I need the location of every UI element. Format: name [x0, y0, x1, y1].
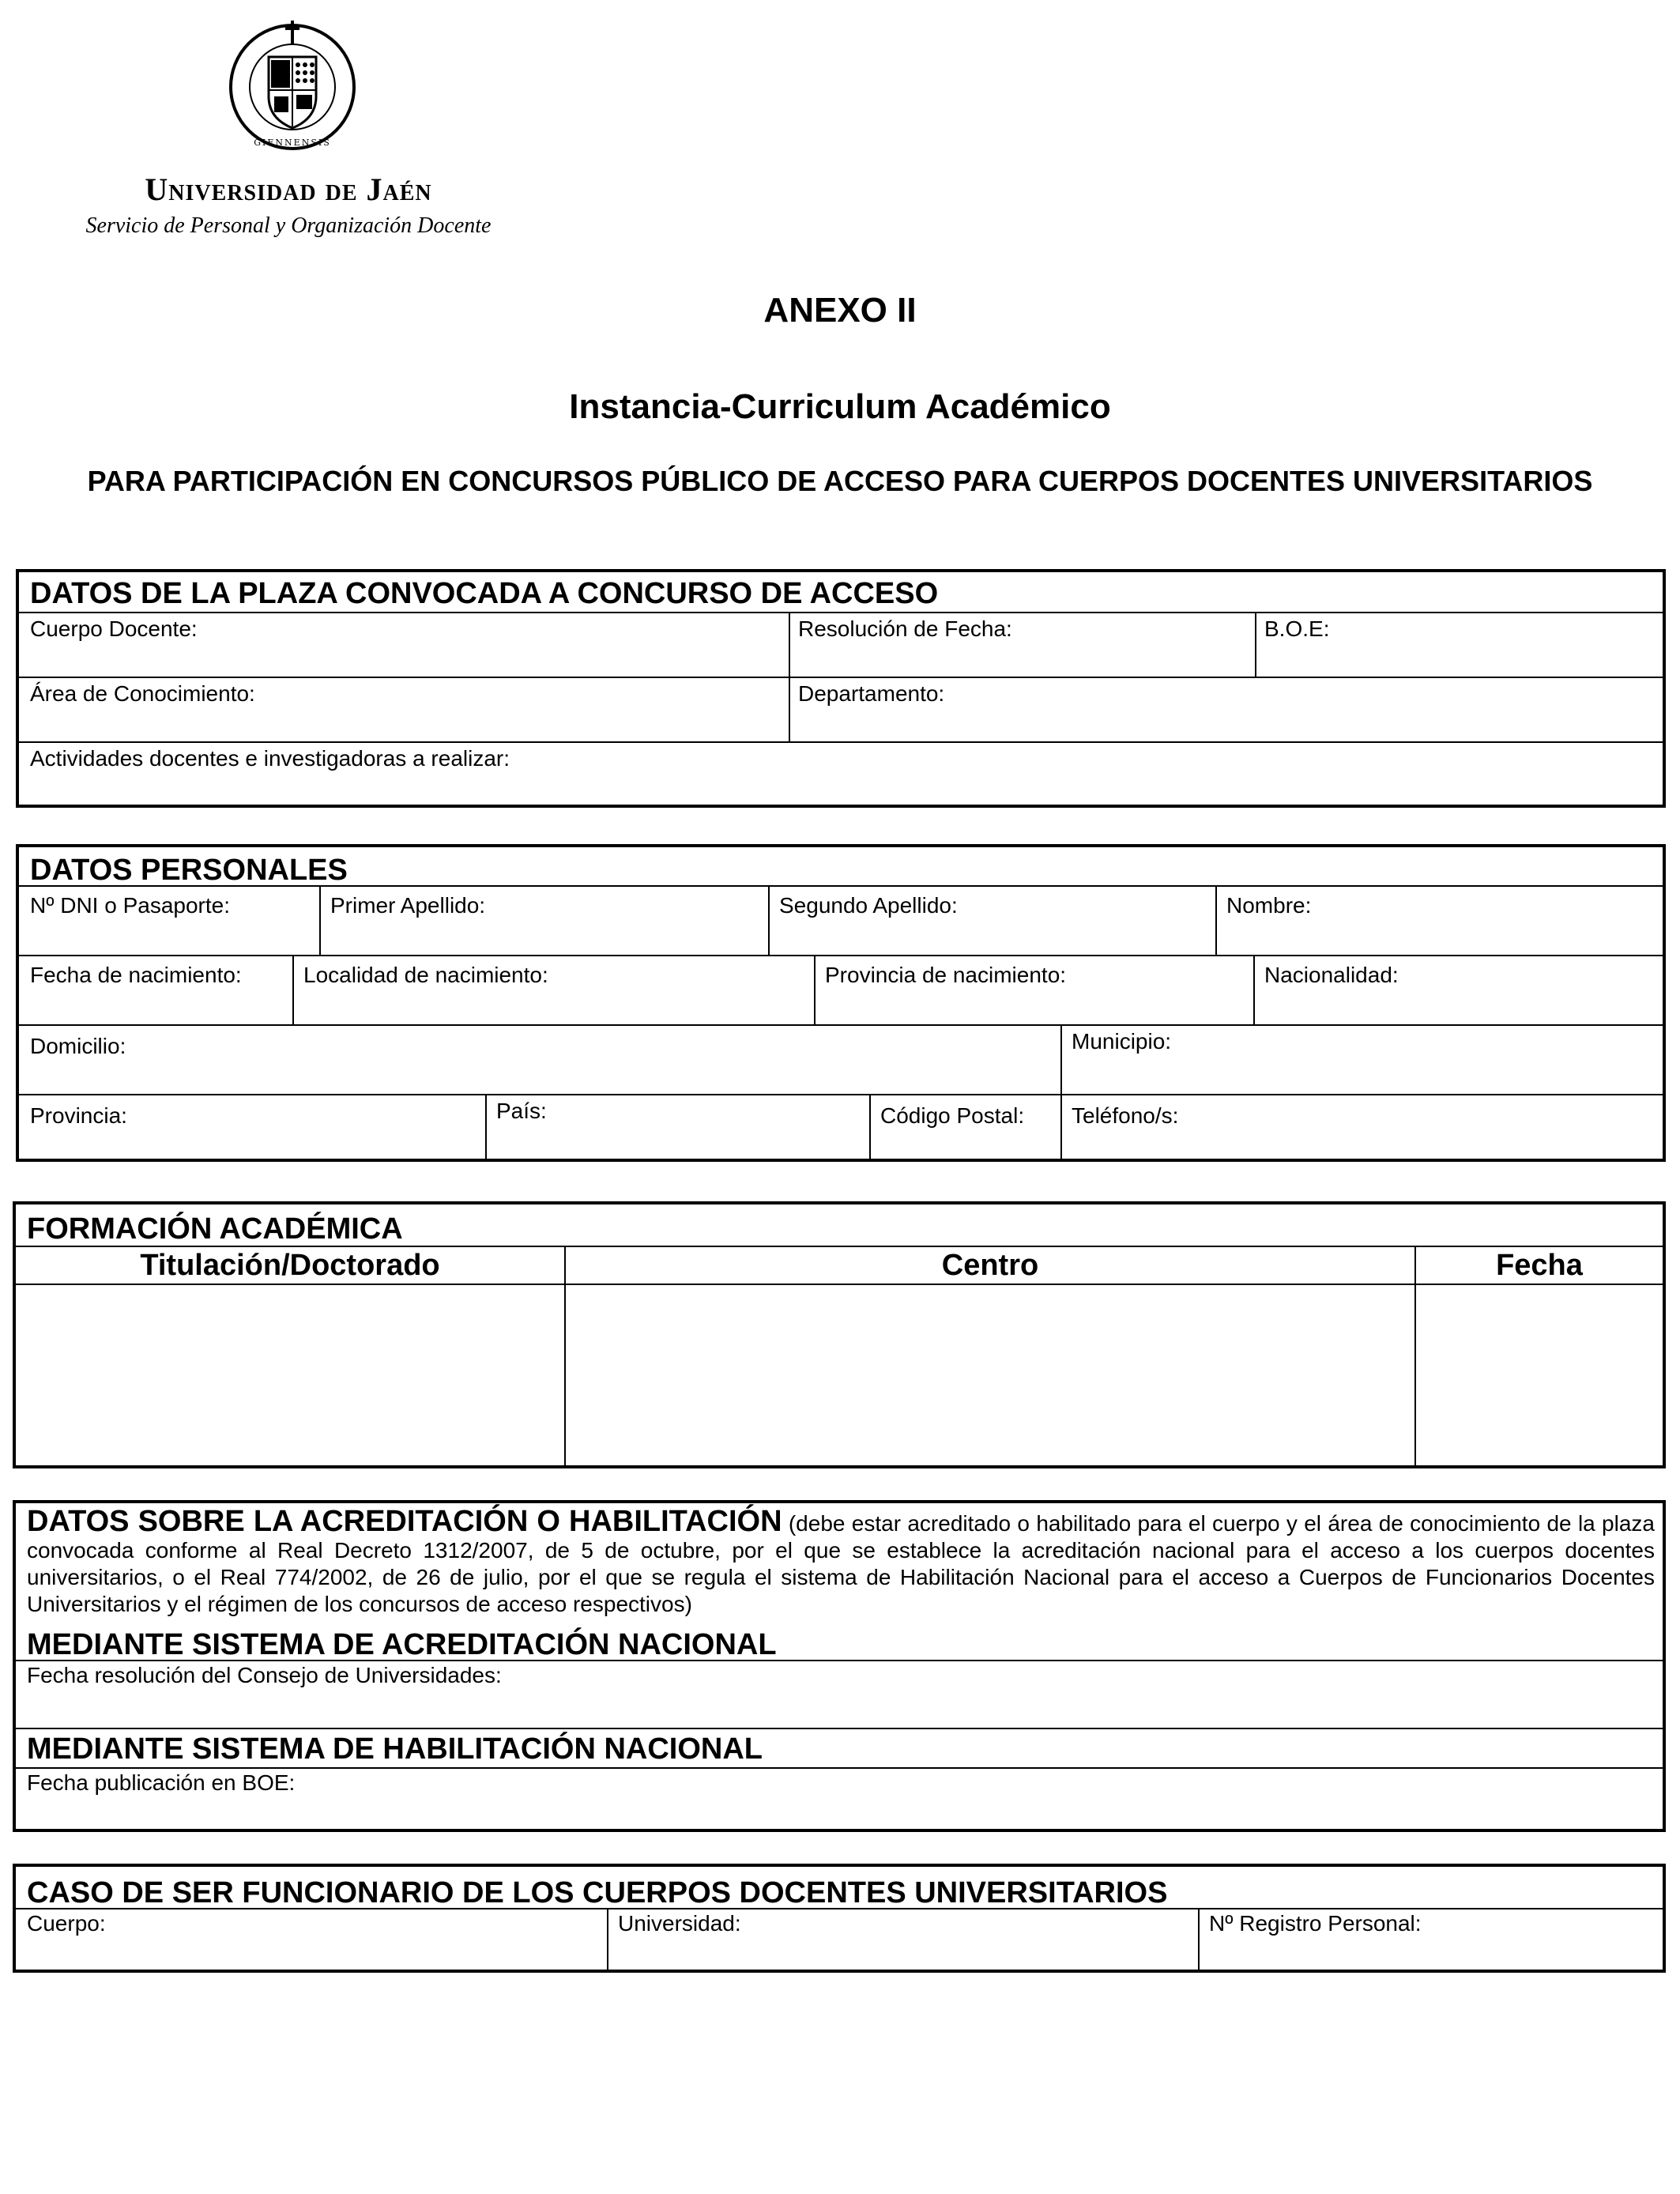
fecha-resolucion-consejo-field[interactable]: Fecha resolución del Consejo de Universidades:	[27, 1663, 502, 1687]
divider	[16, 1908, 1663, 1909]
divider	[485, 1094, 487, 1162]
cuerpo-field[interactable]: Cuerpo:	[27, 1911, 106, 1936]
departamento-field[interactable]: Departamento:	[798, 681, 945, 706]
formacion-title: FORMACIÓN ACADÉMICA	[27, 1212, 403, 1246]
divider	[19, 677, 1663, 678]
centro-input-area[interactable]	[567, 1287, 1413, 1467]
divider	[19, 612, 1663, 613]
pais-field[interactable]: País:	[496, 1099, 547, 1123]
divider	[1060, 1024, 1062, 1094]
divider	[16, 1728, 1663, 1729]
nombre-field[interactable]: Nombre:	[1226, 893, 1312, 918]
acreditacion-note: (debe estar acreditado o habilitado para el cuerpo y el área de conocimiento de la plaza convocada conforme al Real Decreto 1312/2007, de 5 de octubre, por el que se establece la acreditación nacional para el acceso a los cuerpos docentes universitarios, o el Real 774/2002, de 26 de julio, por el que se regula el sistema de Habilitación Nacional para el acceso a Cuerpos de Funcionarios Docentes Universitarios y el régimen de los concursos de acceso respectivos)	[27, 1511, 1655, 1616]
svg-text:GIENNENSIS: GIENNENSIS	[254, 138, 331, 148]
divider	[869, 1094, 871, 1162]
habilitacion-nacional-title: MEDIANTE SISTEMA DE HABILITACIÓN NACIONAL	[27, 1732, 763, 1766]
divider	[1215, 885, 1217, 955]
registro-personal-field[interactable]: Nº Registro Personal:	[1209, 1911, 1422, 1936]
area-conocimiento-field[interactable]: Área de Conocimiento:	[30, 681, 255, 706]
plaza-title: DATOS DE LA PLAZA CONVOCADA A CONCURSO DE ACCESO	[30, 577, 939, 610]
university-name: Universidad de Jaén	[145, 172, 432, 207]
provincia-nacimiento-field[interactable]: Provincia de nacimiento:	[825, 963, 1067, 987]
divider	[19, 955, 1663, 956]
formacion-section	[13, 1201, 1666, 1468]
divider	[1255, 612, 1256, 677]
domicilio-field[interactable]: Domicilio:	[30, 1034, 126, 1058]
document-subtitle: PARA PARTICIPACIÓN EN CONCURSOS PÚBLICO DE ACCESO PARA CUERPOS DOCENTES UNIVERSITARIOS	[87, 465, 1593, 497]
divider	[19, 1094, 1663, 1095]
acreditacion-section	[13, 1500, 1666, 1832]
column-header-titulacion: Titulación/Doctorado	[140, 1249, 440, 1282]
nacionalidad-field[interactable]: Nacionalidad:	[1264, 963, 1399, 987]
column-header-centro: Centro	[941, 1249, 1039, 1282]
personales-section	[16, 844, 1666, 1162]
divider	[789, 612, 790, 741]
divider	[16, 1767, 1663, 1769]
acreditacion-intro	[27, 1505, 1655, 1618]
provincia-field[interactable]: Provincia:	[30, 1103, 127, 1128]
divider	[1060, 1094, 1062, 1162]
divider	[16, 1660, 1663, 1661]
segundo-apellido-field[interactable]: Segundo Apellido:	[779, 893, 958, 918]
telefono-field[interactable]: Teléfono/s:	[1072, 1103, 1179, 1128]
fecha-input-area[interactable]	[1418, 1287, 1661, 1467]
codigo-postal-field[interactable]: Código Postal:	[880, 1103, 1025, 1128]
primer-apellido-field[interactable]: Primer Apellido:	[330, 893, 486, 918]
boe-field[interactable]: B.O.E:	[1264, 616, 1330, 641]
divider	[19, 741, 1663, 743]
column-header-fecha: Fecha	[1496, 1249, 1583, 1282]
funcionario-section	[13, 1864, 1666, 1973]
divider	[1198, 1908, 1200, 1973]
universidad-field[interactable]: Universidad:	[618, 1911, 741, 1936]
acreditacion-title: DATOS SOBRE LA ACREDITACIÓN O HABILITACIÓN	[27, 1505, 782, 1538]
divider	[292, 955, 294, 1024]
dni-field[interactable]: Nº DNI o Pasaporte:	[30, 893, 230, 918]
divider	[1253, 955, 1255, 1024]
titulacion-input-area[interactable]	[17, 1287, 563, 1467]
cuerpo-docente-field[interactable]: Cuerpo Docente:	[30, 616, 198, 641]
annex-title: ANEXO II	[763, 291, 917, 330]
fecha-publicacion-boe-field[interactable]: Fecha publicación en BOE:	[27, 1770, 296, 1795]
personales-title: DATOS PERSONALES	[30, 854, 348, 887]
service-name: Servicio de Personal y Organización Docente	[85, 213, 492, 238]
divider	[607, 1908, 608, 1973]
document-title: Instancia-Curriculum Académico	[569, 387, 1111, 426]
divider	[814, 955, 816, 1024]
actividades-field[interactable]: Actividades docentes e investigadoras a realizar:	[30, 746, 510, 771]
acreditacion-nacional-title: MEDIANTE SISTEMA DE ACREDITACIÓN NACIONAL	[27, 1628, 777, 1661]
university-seal	[225, 17, 360, 152]
localidad-nacimiento-field[interactable]: Localidad de nacimiento:	[303, 963, 548, 987]
resolucion-fecha-field[interactable]: Resolución de Fecha:	[798, 616, 1012, 641]
plaza-section	[16, 569, 1666, 808]
divider	[19, 1024, 1663, 1026]
divider	[19, 885, 1663, 887]
funcionario-title: CASO DE SER FUNCIONARIO DE LOS CUERPOS DOCENTES UNIVERSITARIOS	[27, 1876, 1168, 1909]
fecha-nacimiento-field[interactable]: Fecha de nacimiento:	[30, 963, 242, 987]
municipio-field[interactable]: Municipio:	[1072, 1029, 1172, 1054]
divider	[319, 885, 321, 955]
divider	[768, 885, 770, 955]
